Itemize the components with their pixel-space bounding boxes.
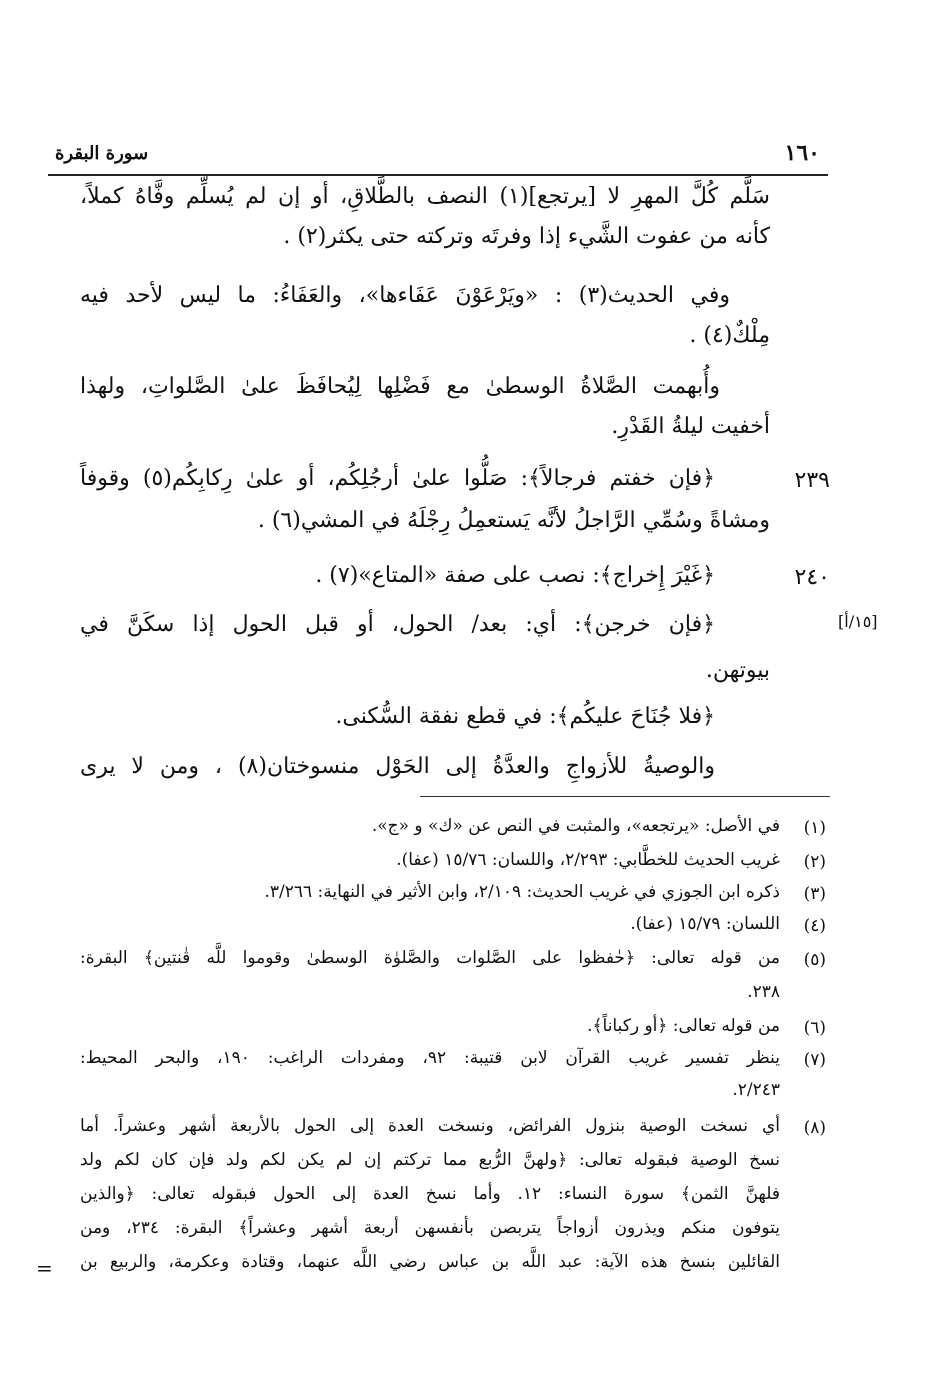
header-rule: [48, 174, 828, 176]
continuation-mark: =: [36, 1256, 53, 1280]
surah-title: سورة البقرة: [55, 143, 149, 164]
footnote-number: (٢): [803, 852, 826, 872]
footnote-text: ذكره ابن الجوزي في غريب الحديث: ٢/١٠٩، وابن الأثير في النهاية: ٣/٢٦٦.: [264, 882, 780, 902]
footnote-text: نسخ الوصية فبقوله تعالى: ﴿ولهنَّ الرُّبع مما تركتم إن لم يكن لكم ولد فإن كان لكم ولد: [80, 1150, 780, 1170]
verse-number: ٢٤٠: [794, 565, 830, 590]
body-line: كأنه من عفوت الشَّيء إذا وفرتَه وتركته حتى يكثر(٢) .: [283, 224, 770, 249]
footnote-number: (٥): [803, 950, 826, 970]
footnote-number: (١): [803, 818, 826, 838]
body-line: ﴿فإن خرجن﴾: أي: بعد/ الحول، أو قبل الحول إذا سكَنَّ في: [80, 612, 715, 637]
footnote-number: (٦): [803, 1018, 826, 1038]
verse-line: ﴿غَيْرَ إِخراج﴾: نصب على صفة «المتاع»(٧) .: [315, 563, 715, 588]
footnote-text: ينظر تفسير غريب القرآن لابن قتيبة: ٩٢، ومفردات الراغب: ١٩٠، والبحر المحيط:: [80, 1048, 780, 1068]
verse-number: ٢٣٩: [794, 468, 830, 493]
manuscript-folio-ref: [١٥/أ]: [838, 612, 878, 631]
body-line: مِلْكٌ(٤) .: [689, 323, 770, 348]
footnote-text: القائلين بنسخ هذه الآية: عبد اللَّه بن عباس رضي اللَّه عنهما، وقتادة وعكرمة، والربيع بن: [80, 1252, 780, 1272]
verse-line: ومشاةً وسُمِّي الرَّاجلُ لأنَّه يَستعمِلُ رِجْلَهُ في المشي(٦) .: [257, 508, 770, 533]
footnote-number: (٣): [803, 884, 826, 904]
footnote-text: ٢/٢٤٣.: [732, 1080, 780, 1100]
body-line: والوصيةُ للأزواجِ والعدَّةُ إلى الحَوْل منسوختان(٨) ، ومن لا يرى: [80, 754, 715, 779]
footnote-text: فلهنَّ الثمن﴾ سورة النساء: ١٢. وأما نسخ العدة إلى الحول فبقوله تعالى: ﴿والذين: [80, 1184, 781, 1204]
footnote-number: (٧): [803, 1050, 826, 1070]
body-line: بيوتهن.: [705, 658, 770, 683]
body-line: سَلَّم كُلَّ المهرِ لا [يرتجع](١) النصف بالطَّلاقِ، أو إن لم يُسلِّم وفَّاهُ كملاً،: [80, 184, 770, 209]
footnote-text: من قوله تعالى: ﴿حٰفظوا على الصَّلوات والصَّلوٰة الوسطىٰ وقوموا للَّه قٰنتين﴾ البقرة:: [80, 948, 780, 968]
footnote-text: في الأصل: «يرتجعه»، والمثبت في النص عن «ك» و «ج».: [371, 816, 780, 836]
footnote-number: (٨): [803, 1118, 826, 1138]
body-line: ﴿فلا جُنَاحَ عليكُم﴾: في قطع نفقة السُّكنى.: [335, 704, 715, 729]
footnote-text: اللسان: ١٥/٧٩ (عفا).: [630, 914, 780, 934]
footnote-text: ٢٣٨.: [747, 982, 780, 1002]
page-number: ١٦٠: [784, 140, 820, 166]
verse-line: ﴿فإن خفتم فرجالاً﴾: صَلُّوا علىٰ أرجُلِكُم، أو علىٰ رِكابِكُم(٥) وقوفاً: [80, 466, 715, 491]
footnote-text: غريب الحديث للخطَّابي: ٢/٢٩٣، واللسان: ١٥/٧٦ (عفا).: [396, 850, 780, 870]
footnote-text: أي نسخت الوصية بنزول الفرائض، ونسخت العدة إلى الحول بالأربعة أشهر وعشراً. أما: [80, 1116, 780, 1136]
footnote-text: من قوله تعالى: ﴿أو ركباناً﴾.: [587, 1016, 780, 1036]
footnote-number: (٤): [803, 916, 826, 936]
body-line: وفي الحديث(٣) : «ويَرْعَوْنَ عَفَاءها»، والعَفَاءُ: ما ليس لأحد فيه: [80, 283, 730, 308]
footnote-text: يتوفون منكم ويذرون أزواجاً يتربصن بأنفسهن أربعة أشهر وعشراً﴾ البقرة: ٢٣٤، ومن: [80, 1218, 780, 1238]
body-line: وأُبهمت الصَّلاةُ الوسطىٰ مع فَضْلِها لِيُحافَظَ علىٰ الصَّلواتِ، ولهذا: [80, 374, 720, 399]
body-line: أخفيت ليلةُ القَدْرِ.: [611, 414, 770, 439]
footnote-rule: [420, 796, 830, 797]
